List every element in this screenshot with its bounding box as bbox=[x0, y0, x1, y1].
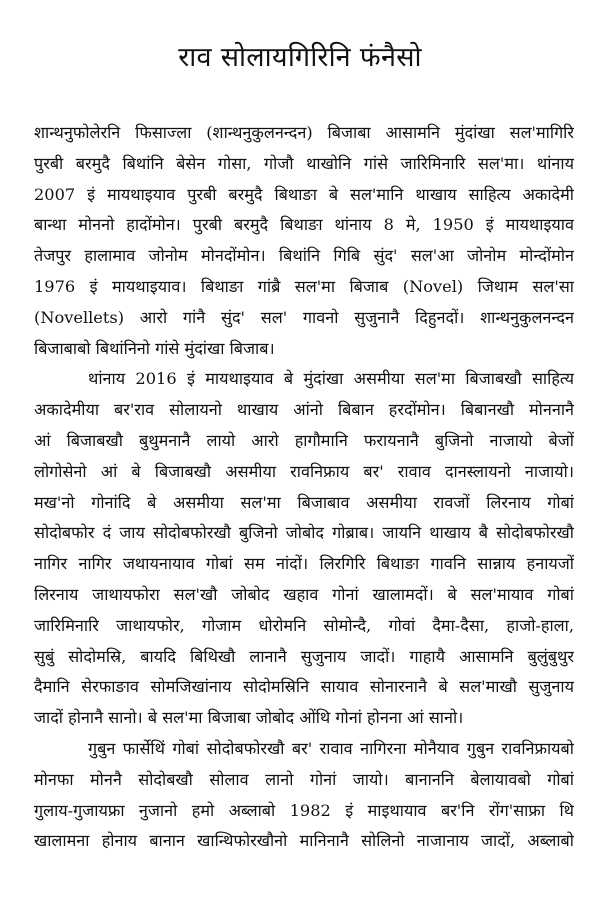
text-line: शान्थनुफोलेरनि फिसाज्ला (शान्थनुकुलनन्दन) बिजाबा आसामनि मुंदांखा सल'मागिरि bbox=[34, 123, 574, 142]
text-line: सोदोबफोर दं जाय सोदोबफोरखौ बुजिनो जोबोद गोब्राब। जायनि थाखाय बै सोदोबफोरखौ bbox=[34, 523, 574, 543]
paragraph bbox=[34, 364, 574, 734]
text-line: दैमानि सेरफाङाव सोमजिखांनाय सोदोमस्रिनि सायाव सोनारनानै बे सल'माखौ सुजुनाय bbox=[34, 677, 574, 697]
paragraph bbox=[34, 734, 574, 857]
text-line: नागिर नागिर जथायनायाव गोबां सम नांदों। लिरगिरि बिथाङा गावनि सान्नाय हनायजों bbox=[34, 554, 574, 574]
text-line: (Novellets) आरो गांनै सुंद' सल' गावनो सुजुनानै दिहुनदों। शान्थनुकुलनन्दन bbox=[34, 307, 574, 327]
text-line: बिजाबाबो बिथांनिनो गांसे मुंदांखा बिजाब। bbox=[34, 338, 275, 358]
text-line: जारिमिनारि जाथायफोर, गोजाम धोरोमनि सोमोन्दै, गोवां दैमा-दैसा, हाजो-हाला, bbox=[34, 615, 574, 635]
text-line: 1976 इं मायथाइयाव। बिथाङा गांब्रै सल'मा बिजाब (Novel) जिथाम सल'सा bbox=[34, 276, 574, 296]
text-line: थांनाय 2016 इं मायथाइयाव बे मुंदांखा असमीया सल'मा बिजाबखौ साहित्य bbox=[88, 369, 574, 389]
text-line: तेजपुर हालामाव जोनोम मोनदोंमोन। बिथांनि गिबि सुंद' सल'आ जोनोम मोन्दोंमोन bbox=[34, 246, 574, 266]
text-line: खालामना होनाय बानान खान्थिफोरखौनो मानिनानै सोलिनो नाजानाय जादों, अब्लाबो bbox=[34, 831, 574, 851]
page-title: राव सोलायगिरिनि फंनैसो bbox=[178, 42, 422, 73]
text-line: पुरबी बरमुदै बिथांनि बेसेन गोसा, गोजौ थाखोनि गांसे जारिमिनारि सल'मा। थांनाय bbox=[34, 153, 574, 173]
text-line: मोनफा मोननै सोदोबखौ सोलाव लानो गोनां जायो। बानाननि बेलायावबो गोबां bbox=[34, 769, 574, 789]
text-line: लिरनाय जाथायफोरा सल'खौ जोबोद खहाव गोनां खालामदों। बे सल'मायाव गोबां bbox=[34, 584, 574, 604]
text-line: बान्था मोननो हादोंमोन। पुरबी बरमुदै बिथाङा थांनाय 8 मे, 1950 इं मायथाइयाव bbox=[34, 215, 574, 235]
text-line: 2007 इं मायथाइयाव पुरबी बरमुदै बिथाङा बे सल'मानि थाखाय साहित्य अकादेमी bbox=[34, 184, 574, 204]
paragraph bbox=[34, 118, 574, 364]
text-line: गुबुन फार्सेथिं गोबां सोदोबफोरखौ बर' रावाव नागिरना मोनैयाव गुबुन रावनिफ्रायबो bbox=[88, 738, 574, 758]
text-line: जादों होनानै सानो। बे सल'मा बिजाबा जोबोद ओंथि गोनां होनना आं सानो। bbox=[34, 708, 464, 728]
text-line: मख'नो गोनांदि बे असमीया सल'मा बिजाबाव असमीया रावजों लिरनाय गोबां bbox=[34, 492, 574, 512]
document-body bbox=[34, 118, 574, 857]
text-line: अकादेमीया बर'राव सोलायनो थाखाय आंनो बिबान हरदोंमोन। बिबानखौ मोननानै bbox=[34, 400, 574, 420]
text-line: सुबुं सोदोमस्रि, बायदि बिथिखौ लानानै सुजुनाय जादों। गाहायै आसामनि बुलुंबुथुर bbox=[34, 646, 574, 666]
text-line: गुलाय-गुजायफ्रा नुजानो हमो अब्लाबो 1982 इं माइथायाव बर'नि रोंग'साफ्रा थि bbox=[34, 800, 574, 820]
text-line: आं बिजाबखौ बुथुमनानै लायो आरो हागौमानि फरायनानै बुजिनो नाजायो बेजों bbox=[34, 430, 574, 450]
text-line: लोगोसेनो आं बे बिजाबखौ असमीया रावनिफ्राय बर' रावाव दानस्लायनो नाजायो। bbox=[34, 461, 574, 481]
